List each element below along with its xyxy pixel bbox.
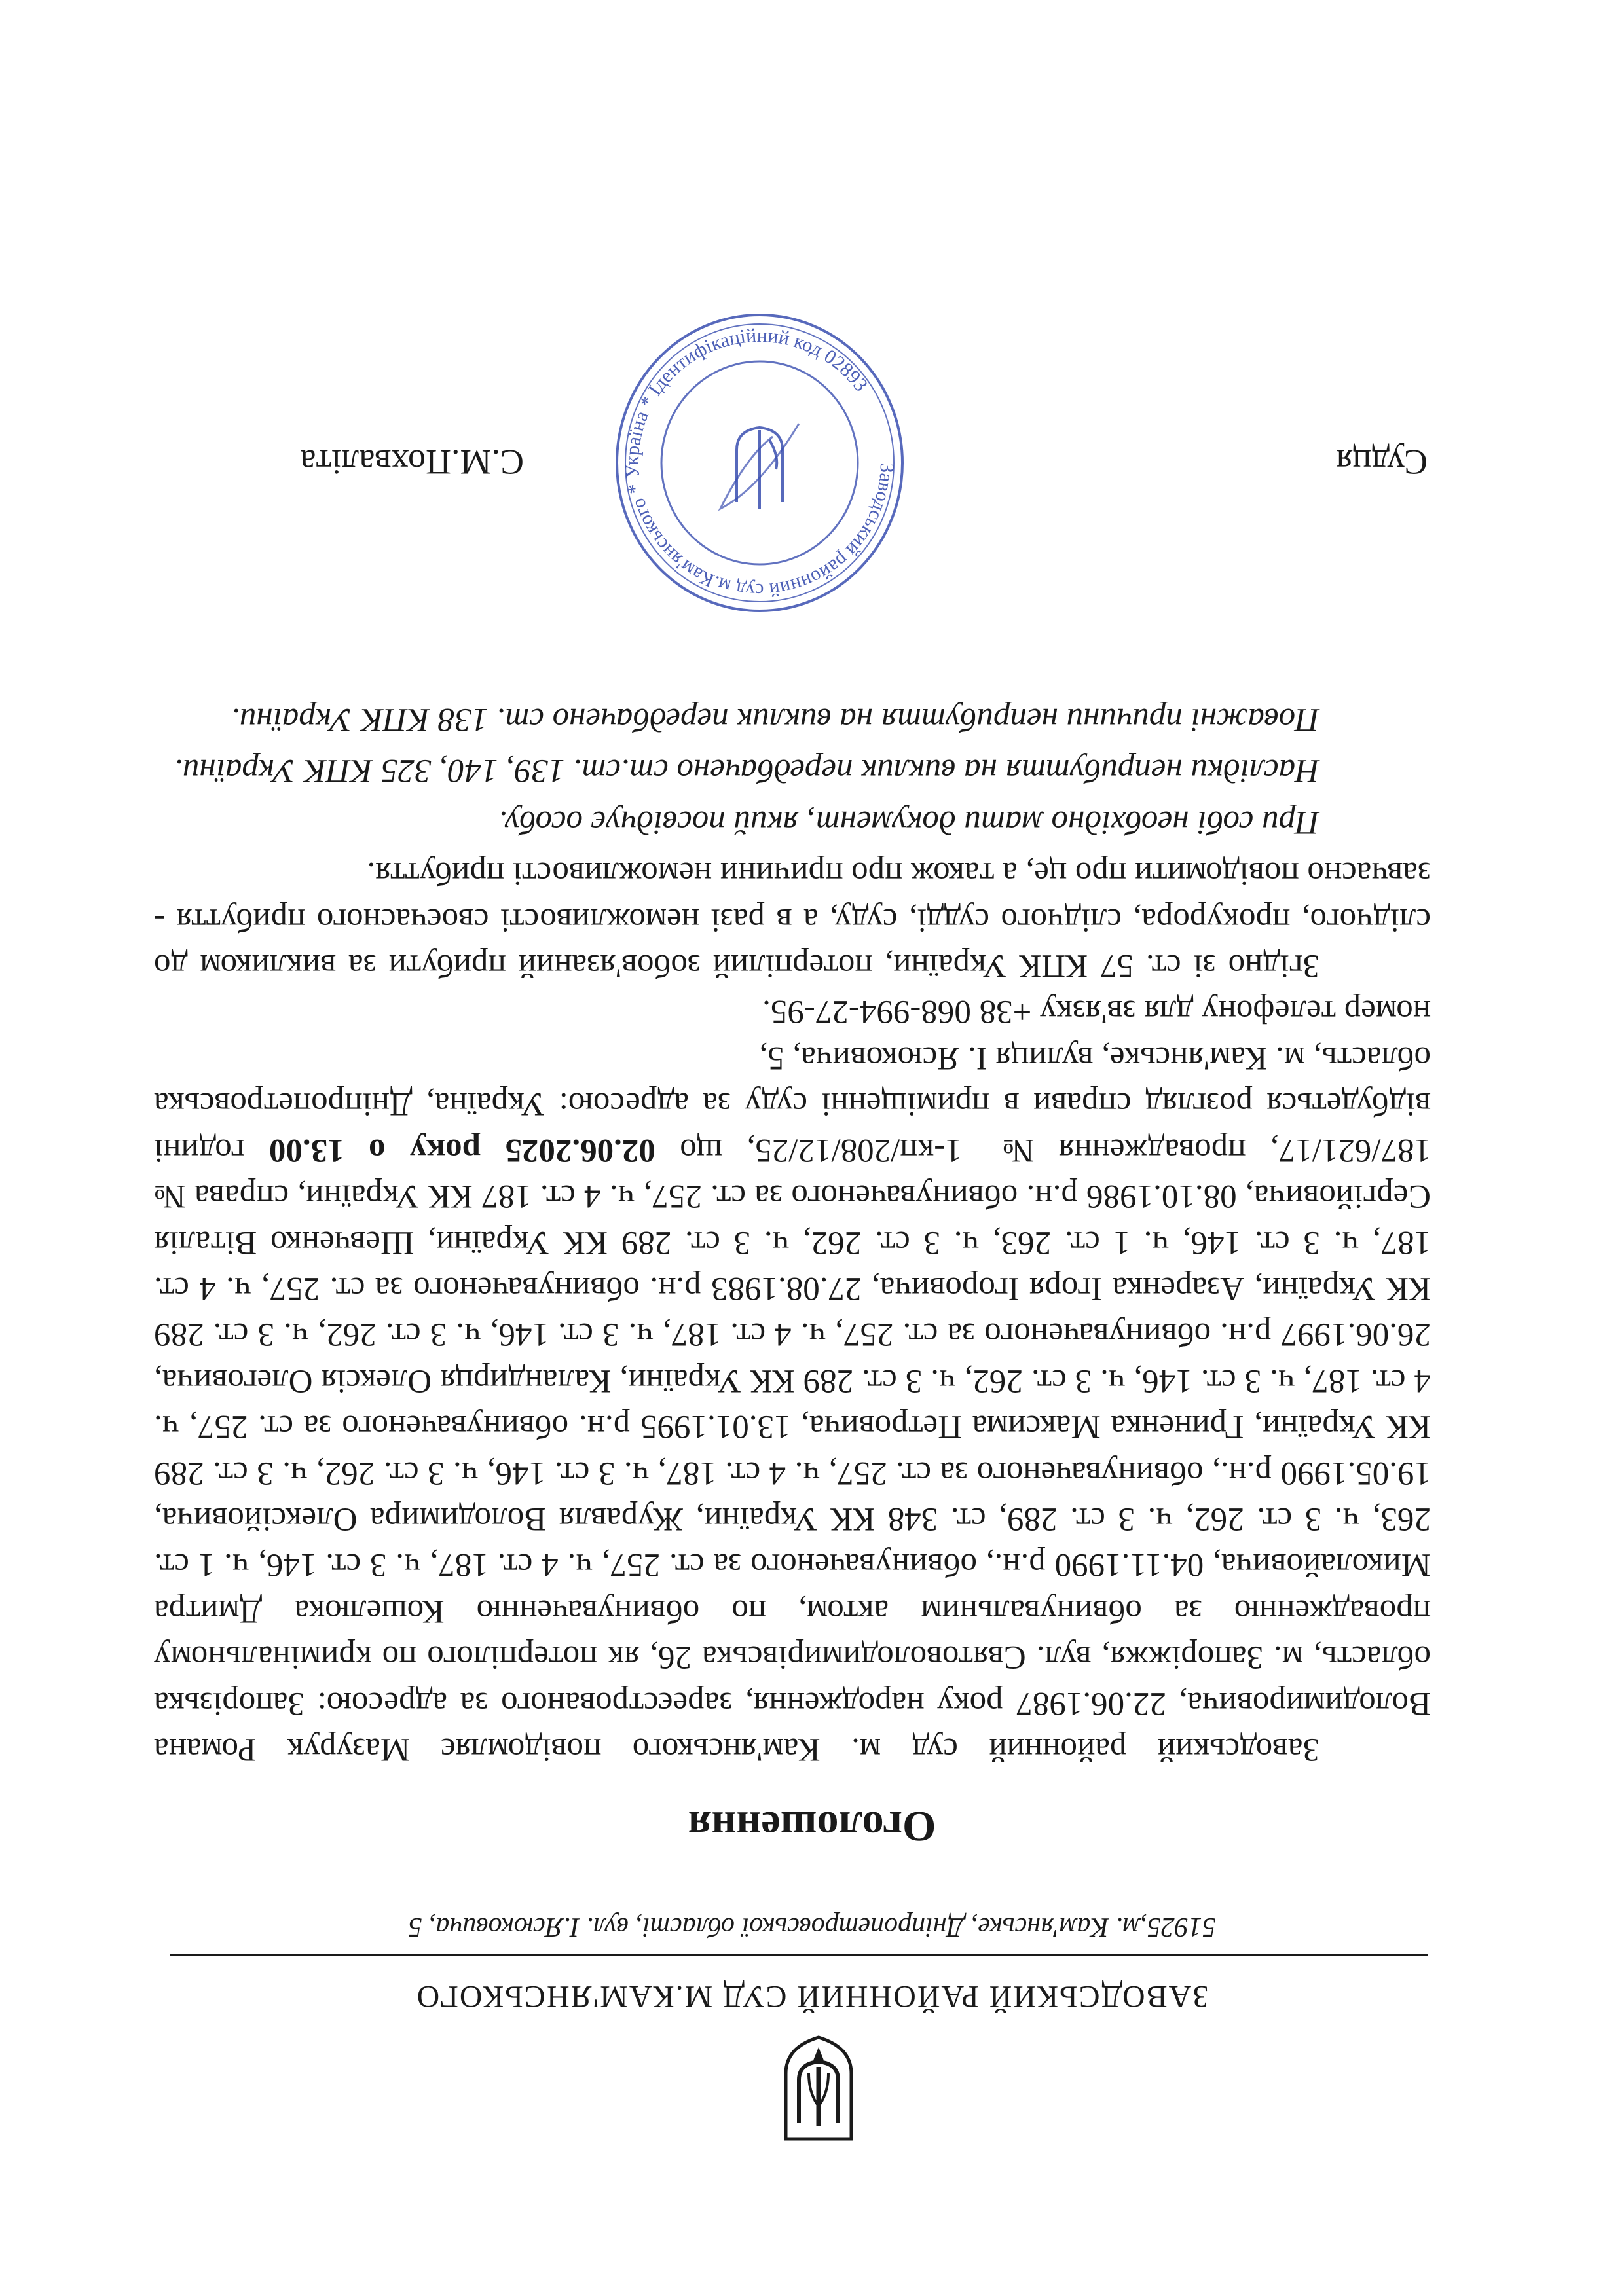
notice-body [154,697,1431,1772]
coat-of-arms-icon [779,2034,858,2145]
header-divider [170,1954,1428,1956]
judge-name: С.М.Похвалітa [300,443,524,482]
hearing-date: 02.06.2025 [505,1131,655,1169]
court-name: ЗАВОДСЬКИЙ РАЙОННИЙ СУД М.КАМ'ЯНСЬКОГО [415,1979,1209,2014]
notice-paragraph-id [154,799,1431,845]
id-document-text: При собі необхідно мати документ, який посвідчує особу. [498,803,1320,841]
obligation-text: Згідно зі ст. 57 КПК України, потерпілий зобов'язаний прибути за викликом до слідчого, прокурора, слідчого судді, суду, а в разі неможливості своєчасного прибуття - завчасно повідомити про це, а також про причини неможливості прибуття. [154,855,1431,985]
notice-paragraph-main [154,989,1431,1772]
seal-ring-text: Заводський районний суд м.Кам'янського * Україна * Ідентифікаційний код 02893 [621,324,898,602]
consequences-text: Наслідки неприбуття на виклик передбачено ст.ст. 139, 140, 325 КПК України. [174,752,1320,790]
notice-paragraph-obligation [154,850,1431,989]
document-title: Оголошення [688,1802,936,1850]
signature-row [183,430,1428,483]
valid-reasons-text: Поважні причини неприбуття на виклик передбачено ст. 138 КПК України. [231,701,1320,738]
notice-paragraph-reasons [154,697,1431,742]
notice-paragraph-consequences [154,748,1431,793]
court-address: 51925,м. Кам'янське, Дніпропетровської області, вул. І.Ясюковича, 5 [408,1912,1216,1942]
contact-phone: номер телефону для зв'язку +38 068-994-27-95. [762,993,1431,1030]
notice-venue-text: годині відбудеться розгляд справи в приміщенні суду за адресою: Україна, Дніпропетровська область, м. Кам'янське, вулиця І. Ясюковича, 5, [154,1039,1431,1169]
notice-main-text: Заводський районний суд м. Кам'янського повідомляє Мазурук Романа Володимировича, 22.06.1987 року народження, зареєстрованого за адресою: Запорізька область, м. Запоріжжя, вул. Святоволодимирівська 26, як потерпілого по кримінальному провадженню за обвинувальним актом, по обвинуваченню Кошелюка Дмитра Миколайовича, 04.11.1990 р.н., обвинуваченого за ст. 257, ч. 4 ст. 187, ч. 3 ст. 146, ч. 1 ст. 263, ч. 3 ст. 262, ч. 3 ст. 289, ст. 348 КК України, Журавля Володимира Олексійовича, 19.05.1990 р.н., обвинуваченого за ст. 257, ч. 4 ст. 187, ч. 3 ст. 146, ч. 3 ст. 262, ч. 3 ст. 289 КК України, Гриненка Максима Петровича, 13.01.1995 р.н. обвинуваченого за ст. 257, ч. 4 ст. 187, ч. 3 ст. 146, ч. 3 ст. 262, ч. 3 ст. 289 КК України, Каландирця Олексія Олеговича, 26.06.1997 р.н. обвинуваченого за ст. 257, ч. 4 ст. 187, ч. 3 ст. 146, ч. 3 ст. 262, ч. 3 ст. 289 КК України, Азаренка Ігоря Ігоровича, 27.08.1983 р.н. обвинуваченого за ст. 257, ч. 4 ст. 187, ч. 3 ст. 146, ч. 1 ст. 263, ч. 3 ст. 262, ч. 3 ст. 289 КК України, Шевченко Віталія Сергійовича, 08.10.1986 р.н. обвинуваченого за ст. 257, ч. 4 ст. 187 КК України, справа № 187/621/17, провадження № 1-кп/208/12/25, що [154,1131,1431,1768]
hearing-time: року о 13.00 [268,1131,481,1169]
signature-label: Судця [1336,443,1428,482]
